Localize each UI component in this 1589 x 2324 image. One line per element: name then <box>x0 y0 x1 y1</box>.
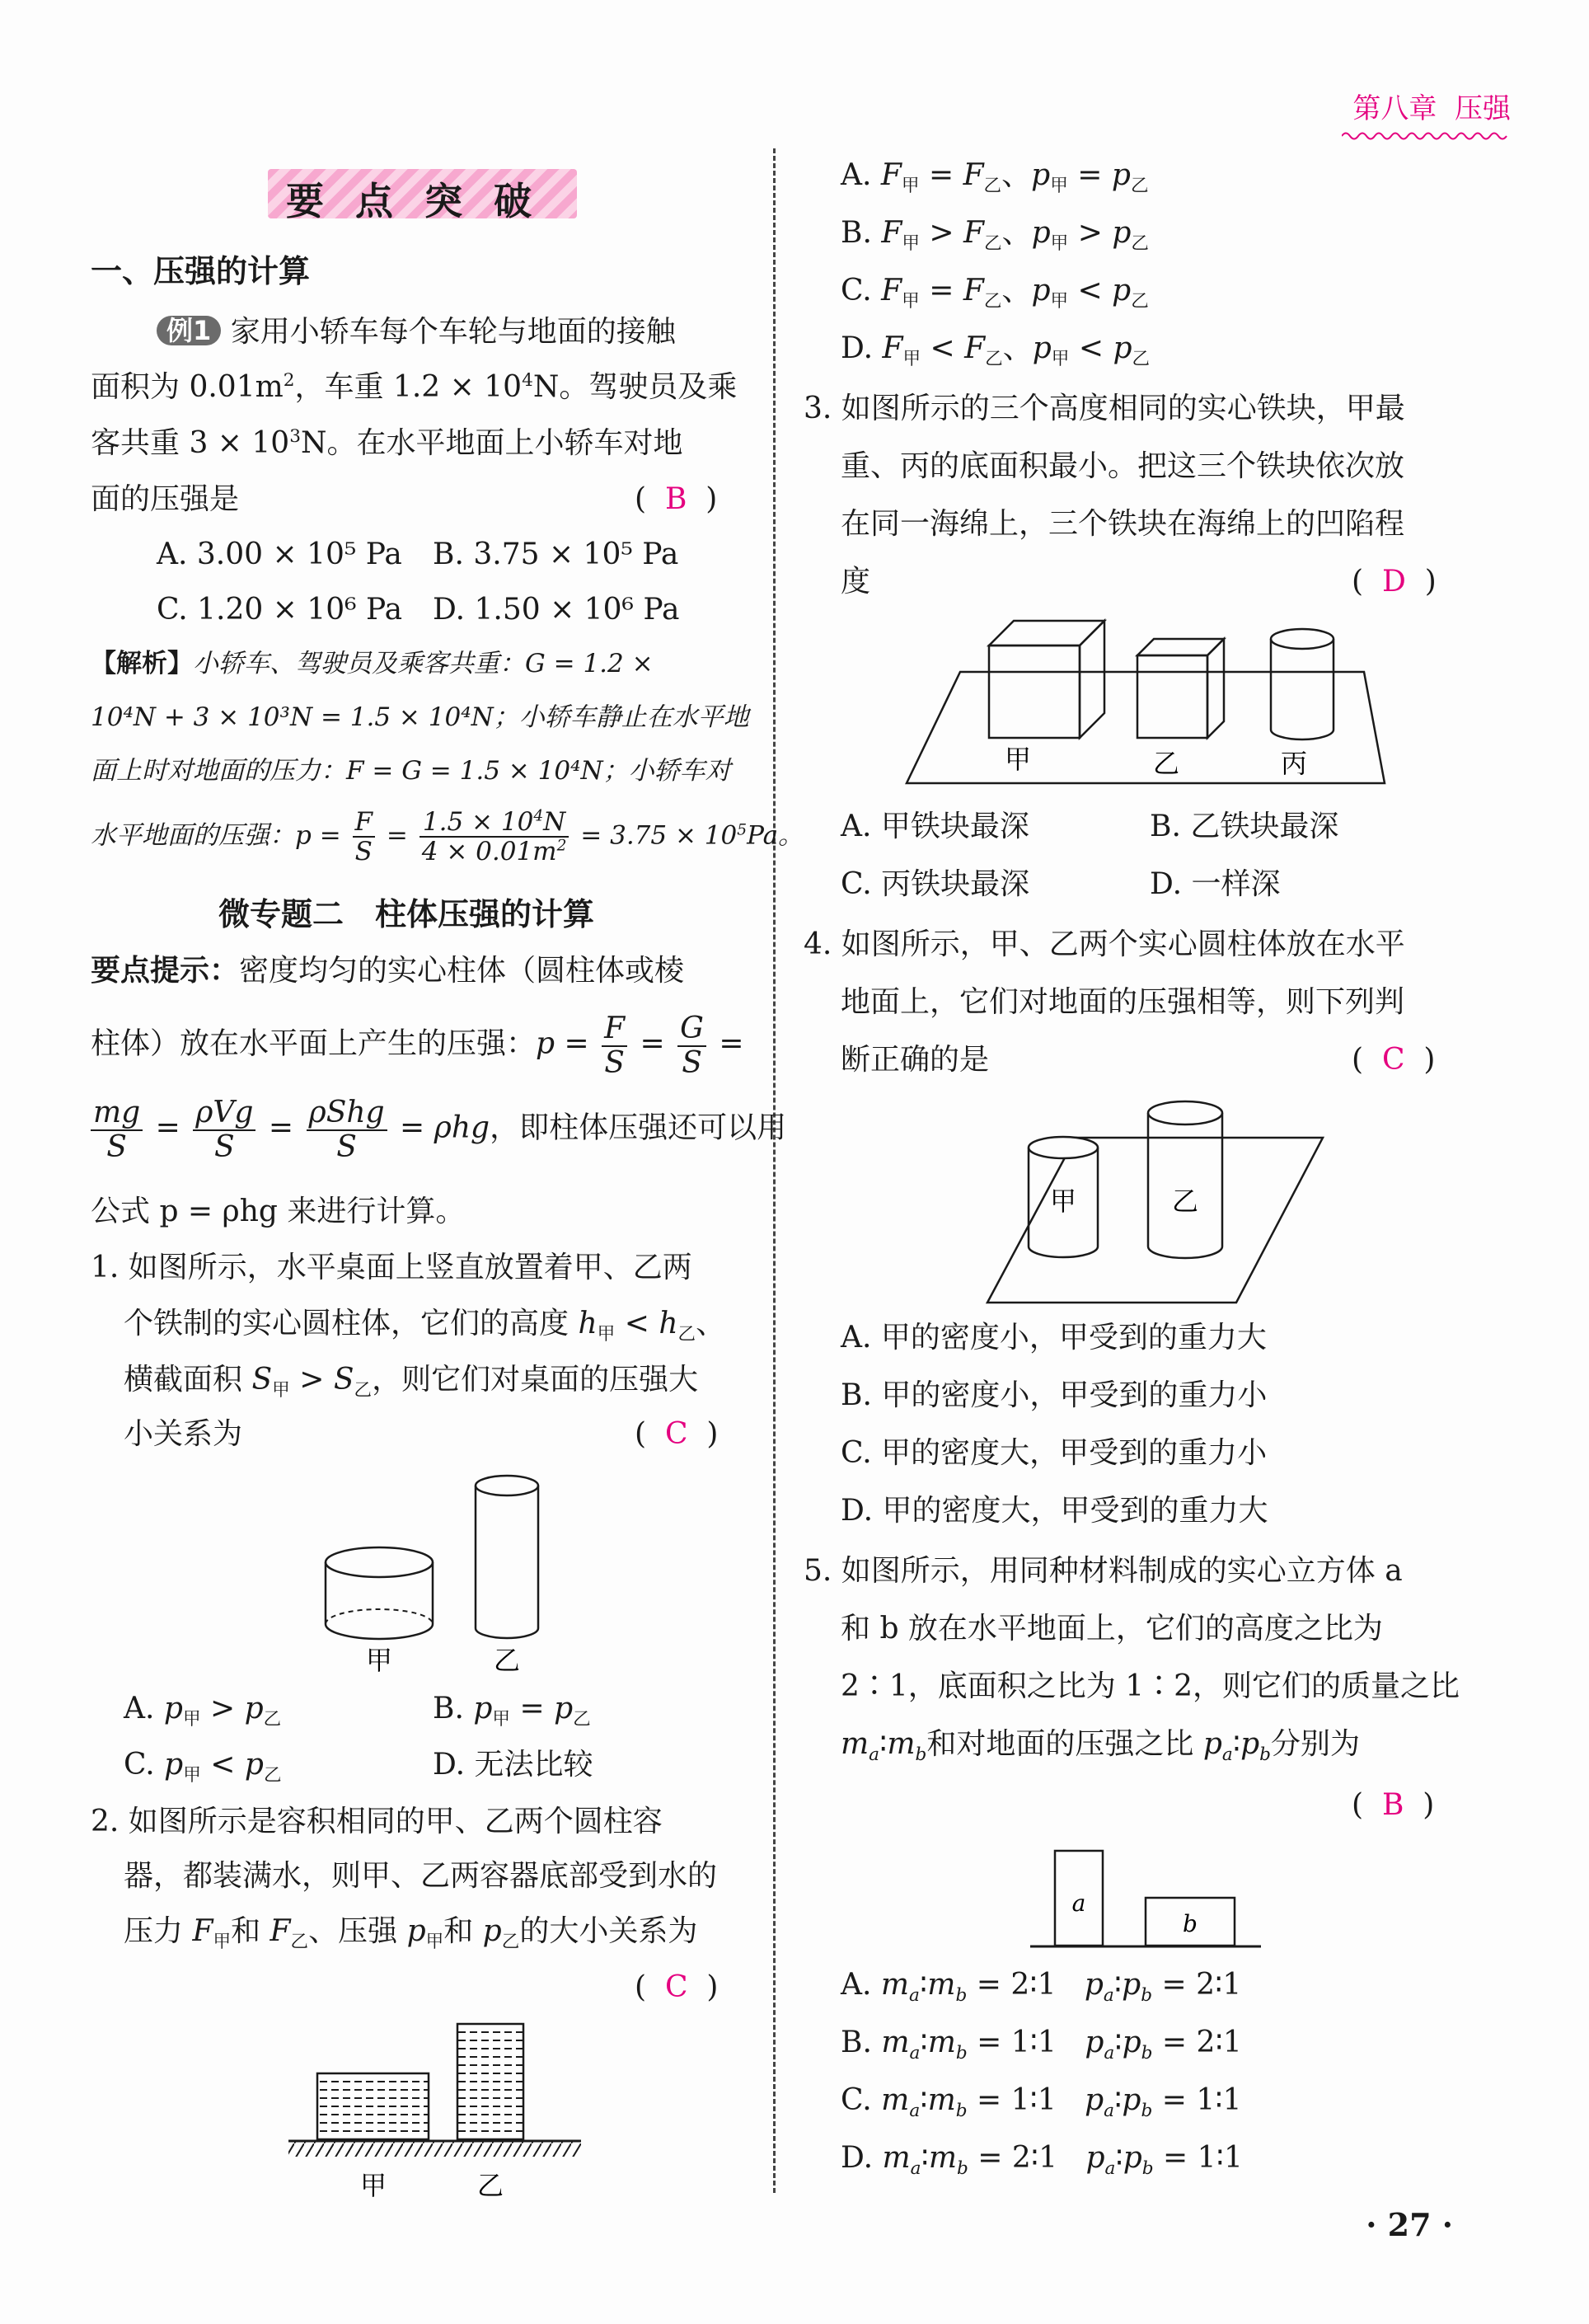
example-badge: 例1 <box>157 316 221 345</box>
q4-line-2: 地面上，它们对地面的压强相等，则下列判 <box>841 985 1405 1019</box>
chapter-label: 第八章 <box>1352 92 1437 125</box>
q3-line-3: 在同一海绵上，三个铁块在海绵上的凹陷程 <box>841 507 1405 541</box>
q2-line-1: 2. 如图所示是容积相同的甲、乙两个圆柱容 <box>91 1805 663 1838</box>
chapter-topic: 压强 <box>1455 92 1511 125</box>
q4-option-a: A. 甲的密度小，甲受到的重力大 <box>841 1321 1267 1354</box>
q5-label-b: b <box>1183 1910 1198 1937</box>
example-line-1 <box>157 316 676 347</box>
q2-option-c: C. $F_甲 = F_乙$、$p_甲 < p_乙$ <box>841 274 1149 312</box>
q1-line-4: 小关系为 <box>124 1417 243 1451</box>
q4-label-yi: 乙 <box>1171 1185 1199 1217</box>
example-line-3: 客共重 $3 \times 10^3N$。在水平地面上小轿车对地 <box>91 426 683 460</box>
q5-option-c: C. $m_a∶m_b$ = 1∶1 $p_a∶p_b$ = 1∶1 <box>841 2083 1242 2122</box>
q5-line-4: $m_a∶m_b$和对地面的压强之比 $p_a∶p_b$分别为 <box>841 1727 1361 1766</box>
analysis-line-2: 10⁴N + 3 × 10³N = 1.5 × 10⁴N；小轿车静止在水平地 <box>91 702 749 732</box>
analysis-line-3: 面上时对地面的压力：F = G = 1.5 × 10⁴N；小轿车对 <box>91 756 731 786</box>
q3-option-d: D. 一样深 <box>1150 867 1281 901</box>
q5-figure <box>1026 1847 1265 1954</box>
q1-label-jia: 甲 <box>365 1645 393 1676</box>
q3-line-1: 3. 如图所示的三个高度相同的实心铁块，甲最 <box>804 392 1405 425</box>
tip-line-3: $\frac{mg}{S}$ = $\frac{\text{ρVg}}{S}$ = $\frac{\text{ρShg}}{S}$ = ρhg，即柱体压强还可以用 <box>91 1096 786 1163</box>
q2-line-3: 压力 $F_甲$和 $F_乙$、压强 $p_甲$和 $p_乙$的大小关系为 <box>124 1914 698 1953</box>
q4-label-jia: 甲 <box>1049 1185 1077 1217</box>
q5-option-b: B. $m_a∶m_b$ = 1∶1 $p_a∶p_b$ = 2∶1 <box>841 2026 1242 2064</box>
section-banner-title: 要点突破 <box>286 179 563 223</box>
example-line-2: 面积为 $0.01m^2$，车重 $1.2 \times 10^4N$。驾驶员及乘 <box>91 370 738 404</box>
q4-option-d: D. 甲的密度大，甲受到的重力大 <box>841 1494 1268 1528</box>
q1-line-3: 横截面积 $S_甲 > S_乙$，则它们对桌面的压强大 <box>124 1363 699 1401</box>
column-divider <box>773 148 776 2193</box>
q5-option-a: A. $m_a∶m_b$ = 2∶1 $p_a∶p_b$ = 2∶1 <box>841 1968 1242 2007</box>
q2-option-a: A. $F_甲 = F_乙$、$p_甲 = p_乙$ <box>841 158 1149 197</box>
q2-option-b: B. $F_甲 > F_乙$、$p_甲 > p_乙$ <box>841 216 1149 255</box>
q5-label-a: a <box>1071 1890 1086 1917</box>
q1-option-c: C. $p_甲 < p_乙$ <box>124 1748 282 1786</box>
example-option-b: B. 3.75 × 10⁵ Pa <box>433 538 679 571</box>
q4-answer: ( C ) <box>1352 1043 1436 1077</box>
q1-figure <box>313 1467 560 1682</box>
q4-option-c: C. 甲的密度大，甲受到的重力小 <box>841 1436 1268 1470</box>
q2-answer: ( C ) <box>635 1970 719 2004</box>
tip-line-4: 公式 p = ρhg 来进行计算。 <box>91 1195 466 1228</box>
analysis-line-1: 【解析】小轿车、驾驶员及乘客共重：G = 1.2 × <box>91 649 654 678</box>
q2-figure <box>284 2012 589 2201</box>
q4-figure <box>981 1096 1327 1307</box>
q5-line-3: 2∶1，底面积之比为 1∶2，则它们的质量之比 <box>841 1669 1460 1703</box>
example-text-1: 家用小轿车每个车轮与地面的接触 <box>230 315 676 349</box>
example-line-4: 面的压强是 <box>91 482 240 516</box>
example-answer: ( B ) <box>635 482 718 516</box>
q4-line-1: 4. 如图所示，甲、乙两个实心圆柱体放在水平 <box>804 927 1405 961</box>
q1-answer: ( C ) <box>635 1417 719 1451</box>
q3-label-jia: 甲 <box>1004 744 1032 775</box>
example-option-a: A. 3.00 × 10⁵ Pa <box>157 538 402 571</box>
q2-option-d: D. $F_甲 < F_乙$、$p_甲 < p_乙$ <box>841 331 1151 370</box>
q3-figure <box>902 614 1397 796</box>
q1-line-2: 个铁制的实心圆柱体，它们的高度 $h_甲 < h_乙$、 <box>124 1307 726 1345</box>
q2-label-yi: 乙 <box>476 2170 504 2201</box>
header-wavy-underline <box>1342 130 1511 142</box>
q3-option-a: A. 甲铁块最深 <box>841 810 1029 843</box>
micro-topic-title: 微专题二 柱体压强的计算 <box>218 896 595 932</box>
analysis-line-4: 水平地面的压强：p = $\frac{F}{S}$ = $\frac{1.5 \times 10^4N}{4 \times 0.01m^2}$ = $3.75 \times 10^5Pa$。 <box>91 807 804 867</box>
q5-answer: ( B ) <box>1352 1788 1435 1822</box>
tip-line-2: 柱体）放在水平面上产生的压强：p = $\frac{F}{S}$ = $\frac{G}{S}$ = <box>91 1012 744 1080</box>
q2-line-2: 器，都装满水，则甲、乙两容器底部受到水的 <box>124 1859 718 1893</box>
q2-label-jia: 甲 <box>359 2170 387 2201</box>
q1-option-b: B. $p_甲 = p_乙$ <box>433 1692 591 1730</box>
q3-line-4: 度 <box>841 565 871 599</box>
q3-label-yi: 乙 <box>1152 748 1180 779</box>
q3-answer: ( D ) <box>1352 565 1437 599</box>
q5-line-1: 5. 如图所示，用同种材料制成的实心立方体 a <box>804 1554 1403 1588</box>
q3-option-b: B. 乙铁块最深 <box>1150 810 1339 843</box>
example-option-c: C. 1.20 × 10⁶ Pa <box>157 593 403 627</box>
example-option-d: D. 1.50 × 10⁶ Pa <box>433 593 680 627</box>
q1-option-a: A. $p_甲 > p_乙$ <box>124 1692 282 1730</box>
tip-line-1: 要点提示：密度均匀的实心柱体（圆柱体或棱 <box>91 954 685 988</box>
q5-option-d: D. $m_a∶m_b$ = 2∶1 $p_a∶p_b$ = 1∶1 <box>841 2141 1243 2180</box>
q3-line-2: 重、丙的底面积最小。把这三个铁块依次放 <box>841 449 1405 483</box>
q4-option-b: B. 甲的密度小，甲受到的重力小 <box>841 1378 1268 1412</box>
q1-label-yi: 乙 <box>493 1645 521 1676</box>
q5-line-2: 和 b 放在水平地面上，它们的高度之比为 <box>841 1612 1383 1646</box>
q3-label-bing: 丙 <box>1280 748 1308 779</box>
chapter-header <box>1352 92 1511 125</box>
heading-pressure-calculation: 一、压强的计算 <box>91 253 311 289</box>
q1-option-d: D. 无法比较 <box>433 1748 593 1782</box>
q3-option-c: C. 丙铁块最深 <box>841 867 1030 901</box>
page-number: · 27 · <box>1366 2206 1453 2243</box>
q1-line-1: 1. 如图所示，水平桌面上竖直放置着甲、乙两 <box>91 1251 692 1284</box>
q4-line-3: 断正确的是 <box>841 1043 990 1077</box>
